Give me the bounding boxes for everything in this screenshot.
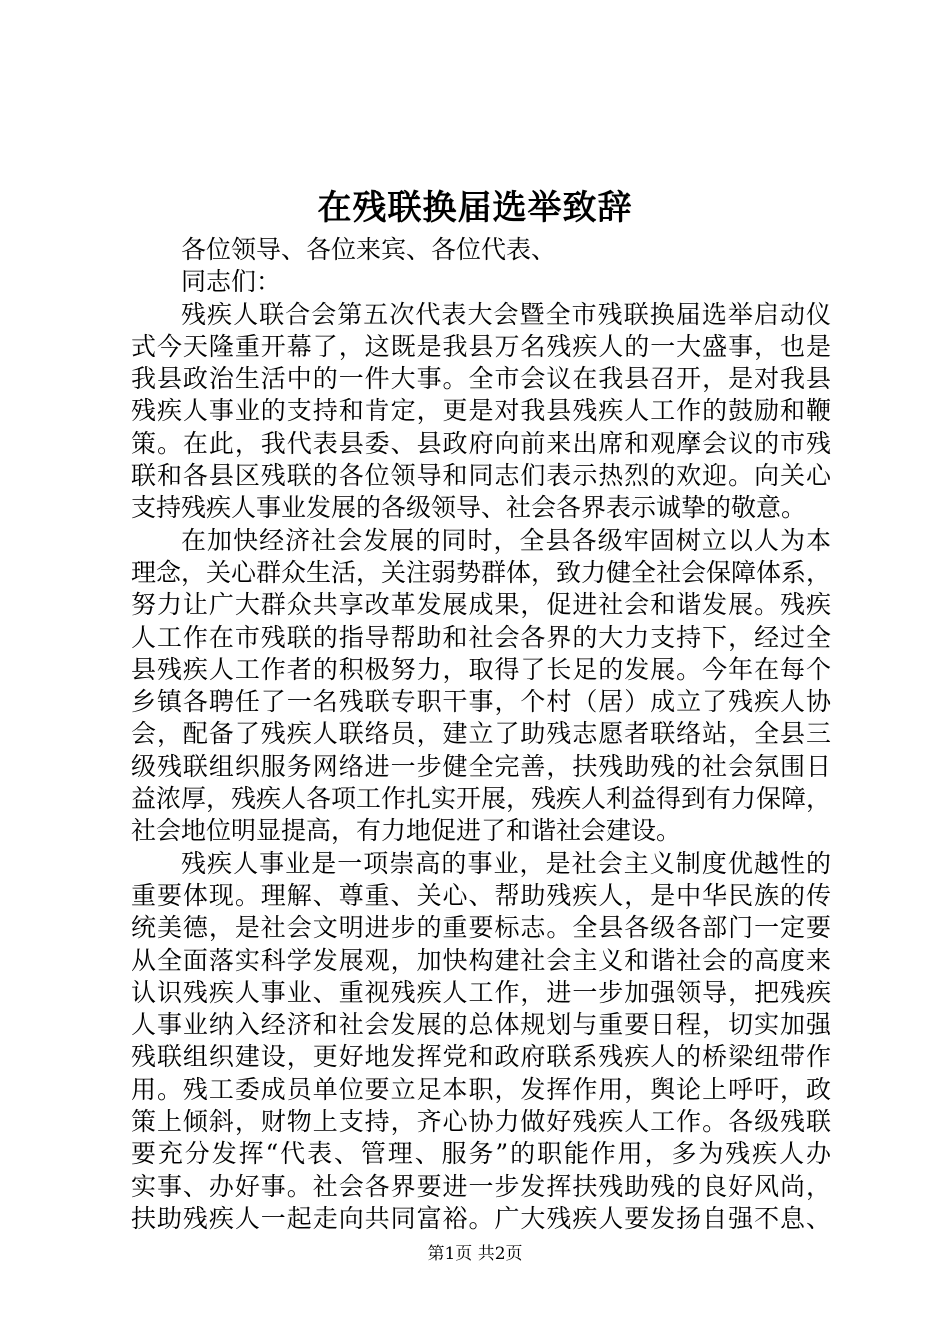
text-line: 统美德，是社会文明进步的重要标志。全县各级各部门一定要	[131, 913, 831, 943]
text-line: 策。在此，我代表县委、县政府向前来出席和观摩会议的市残	[131, 428, 831, 458]
text-line: 县残疾人工作者的积极努力，取得了长足的发展。今年在每个	[131, 654, 831, 684]
text-line: 残疾人事业是一项崇高的事业，是社会主义制度优越性的	[181, 848, 831, 878]
text-line: 在加快经济社会发展的同时，全县各级牢固树立以人为本	[181, 525, 831, 555]
text-line: 策上倾斜，财物上支持，齐心协力做好残疾人工作。各级残联	[131, 1107, 831, 1137]
text-line: 人工作在市残联的指导帮助和社会各界的大力支持下，经过全	[131, 622, 831, 652]
text-line: 残联组织建设，更好地发挥党和政府联系残疾人的桥梁纽带作	[131, 1042, 831, 1072]
text-line: 要充分发挥“代表、管理、服务”的职能作用，多为残疾人办	[131, 1139, 831, 1169]
text-line: 努力让广大群众共享改革发展成果，促进社会和谐发展。残疾	[131, 590, 831, 620]
text-line: 级残联组织服务网络进一步健全完善，扶残助残的社会氛围日	[131, 751, 831, 781]
document-body	[131, 234, 831, 1235]
text-line: 联和各县区残联的各位领导和同志们表示热烈的欢迎。向关心	[131, 461, 831, 491]
text-line: 益浓厚，残疾人各项工作扎实开展，残疾人利益得到有力保障，	[131, 784, 832, 814]
text-line: 残疾人联合会第五次代表大会暨全市残联换届选举启动仪	[181, 299, 831, 329]
text-line: 式今天隆重开幕了，这既是我县万名残疾人的一大盛事，也是	[131, 331, 831, 361]
text-line: 我县政治生活中的一件大事。全市会议在我县召开，是对我县	[131, 364, 831, 394]
page-footer: 第1页 共2页	[427, 1244, 523, 1264]
text-line: 社会地位明显提高，有力地促进了和谐社会建设。	[131, 816, 682, 846]
text-line: 认识残疾人事业、重视残疾人工作，进一步加强领导，把残疾	[131, 977, 831, 1007]
text-line: 实事、办好事。社会各界要进一步发挥扶残助残的良好风尚，	[131, 1171, 831, 1201]
text-line: 会，配备了残疾人联络员，建立了助残志愿者联络站，全县三	[131, 719, 831, 749]
text-line: 理念，关心群众生活，关注弱势群体，致力健全社会保障体系，	[131, 557, 832, 587]
text-line: 从全面落实科学发展观，加快构建社会主义和谐社会的高度来	[131, 945, 831, 975]
text-line: 同志们：	[181, 267, 282, 297]
text-line: 乡镇各聘任了一名残联专职干事，个村（居）成立了残疾人协	[131, 687, 831, 717]
text-line: 扶助残疾人一起走向共同富裕。广大残疾人要发扬自强不息、	[131, 1203, 831, 1233]
text-line: 用。残工委成员单位要立足本职，发挥作用，舆论上呼吁，政	[131, 1074, 831, 1104]
text-line: 各位领导、各位来宾、各位代表、	[181, 235, 557, 264]
text-line: 人事业纳入经济和社会发展的总体规划与重要日程，切实加强	[131, 1010, 831, 1040]
text-line: 支持残疾人事业发展的各级领导、社会各界表示诚挚的敬意。	[131, 493, 807, 523]
text-line: 重要体现。理解、尊重、关心、帮助残疾人，是中华民族的传	[131, 880, 831, 910]
text-line: 残疾人事业的支持和肯定，更是对我县残疾人工作的鼓励和鞭	[131, 396, 831, 426]
document-title: 在残联换届选举致辞	[317, 188, 633, 228]
